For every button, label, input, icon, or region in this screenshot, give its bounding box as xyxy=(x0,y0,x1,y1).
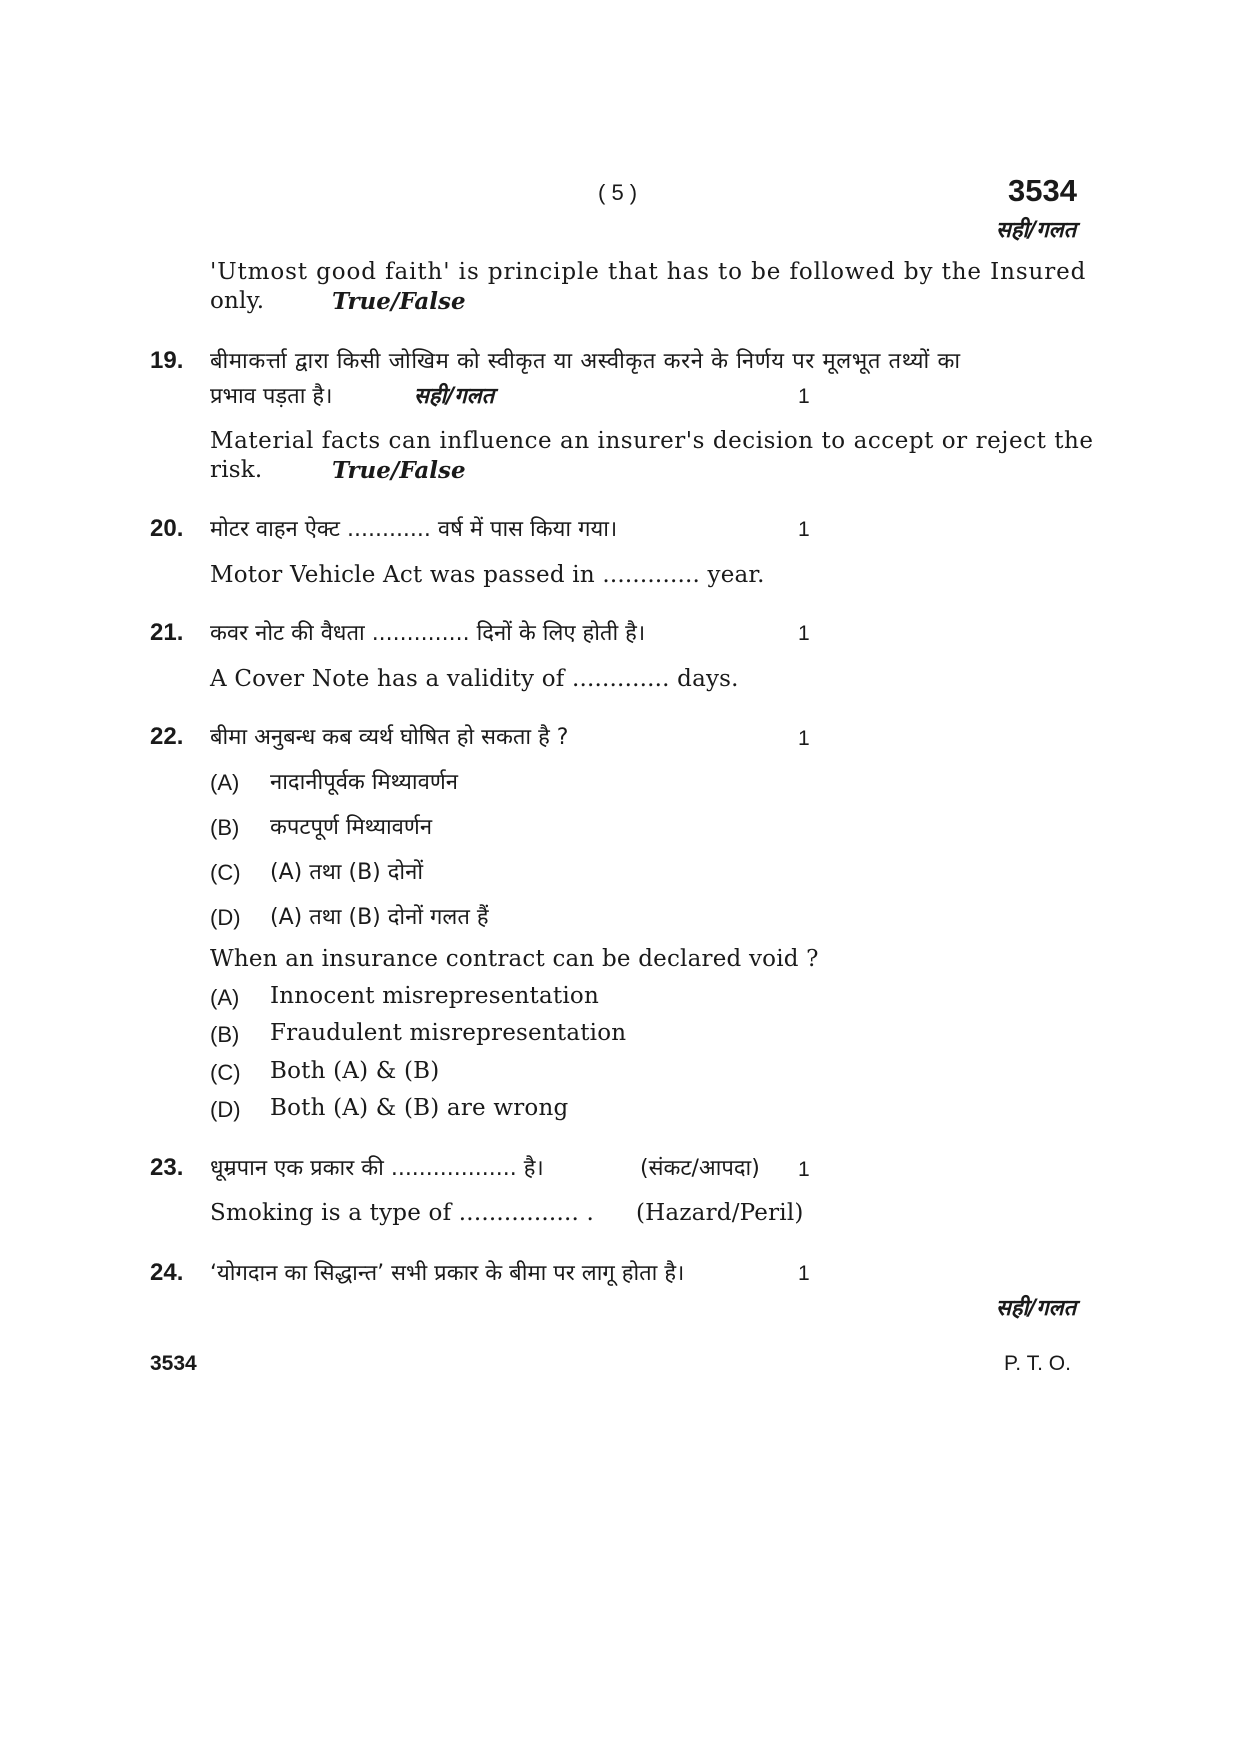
q24-marks: 1 xyxy=(798,1262,810,1285)
q22-english: When an insurance contract can be declared void ? xyxy=(210,946,819,972)
q18-english-line2: only. xyxy=(210,288,265,314)
q23-english: Smoking is a type of ................ . xyxy=(210,1200,594,1226)
q19-english-line1: Material facts can influence an insurer's decision to accept or reject the xyxy=(210,428,1094,454)
q22-english-option-a-label: (A) xyxy=(210,985,240,1010)
page-number: ( 5 ) xyxy=(598,180,638,205)
q24-hindi: ‘योगदान का सिद्धान्त’ सभी प्रकार के बीमा पर लागू होता है। xyxy=(210,1261,685,1286)
q22-hindi: बीमा अनुबन्ध कब व्यर्थ घोषित हो सकता है ? xyxy=(210,725,569,750)
q19-hindi-line2: प्रभाव पड़ता है। xyxy=(210,384,333,409)
q22-hindi-option-d: (A) तथा (B) दोनों गलत हैं xyxy=(270,905,489,930)
q19-english-line2: risk. xyxy=(210,457,263,483)
q22-english-option-c: Both (A) & (B) xyxy=(270,1058,440,1084)
q24-number: 24. xyxy=(150,1259,184,1286)
q22-english-option-d-label: (D) xyxy=(210,1097,241,1122)
q22-marks: 1 xyxy=(798,727,810,750)
q20-english: Motor Vehicle Act was passed in ............. year. xyxy=(210,562,765,588)
q19-true-false: True/False xyxy=(332,457,466,484)
q20-hindi: मोटर वाहन ऐक्ट ............ वर्ष में पास किया गया। xyxy=(210,517,618,542)
q23-hindi: धूम्रपान एक प्रकार की .................. है। xyxy=(210,1156,544,1181)
q19-sahi-galat: सही/गलत xyxy=(414,384,495,409)
q19-marks: 1 xyxy=(798,385,810,408)
q21-number: 21. xyxy=(150,619,184,646)
q22-english-option-d: Both (A) & (B) are wrong xyxy=(270,1095,569,1121)
q22-hindi-option-c: (A) तथा (B) दोनों xyxy=(270,860,424,885)
q23-english-choice: (Hazard/Peril) xyxy=(636,1200,804,1226)
q24-sahi-galat: सही/गलत xyxy=(996,1296,1077,1321)
sahi-galat-header: सही/गलत xyxy=(996,218,1077,243)
q23-hindi-choice: (संकट/आपदा) xyxy=(640,1156,760,1181)
q22-english-option-c-label: (C) xyxy=(210,1060,241,1085)
footer-pto: P. T. O. xyxy=(1004,1352,1071,1375)
q21-marks: 1 xyxy=(798,622,810,645)
paper-code: 3534 xyxy=(1008,173,1077,208)
q22-hindi-option-b: कपटपूर्ण मिथ्यावर्णन xyxy=(270,815,433,840)
q19-number: 19. xyxy=(150,347,184,374)
q23-number: 23. xyxy=(150,1154,184,1181)
q22-hindi-option-c-label: (C) xyxy=(210,860,241,885)
q22-number: 22. xyxy=(150,723,184,750)
q20-marks: 1 xyxy=(798,518,810,541)
q18-true-false: True/False xyxy=(332,288,466,315)
q22-english-option-a: Innocent misrepresentation xyxy=(270,983,599,1009)
q18-english-line1: 'Utmost good faith' is principle that has to be followed by the Insured xyxy=(210,259,1087,285)
q22-hindi-option-b-label: (B) xyxy=(210,815,240,840)
q22-english-option-b: Fraudulent misrepresentation xyxy=(270,1020,627,1046)
footer-paper-code: 3534 xyxy=(150,1352,197,1375)
q21-hindi: कवर नोट की वैधता .............. दिनों के लिए होती है। xyxy=(210,621,646,646)
q22-english-option-b-label: (B) xyxy=(210,1022,240,1047)
q22-hindi-option-d-label: (D) xyxy=(210,905,241,930)
q20-number: 20. xyxy=(150,515,184,542)
q22-hindi-option-a: नादानीपूर्वक मिथ्यावर्णन xyxy=(270,770,458,795)
q19-hindi-line1: बीमाकर्त्ता द्वारा किसी जोखिम को स्वीकृत या अस्वीकृत करने के निर्णय पर मूलभूत तथ्यों का xyxy=(210,349,961,374)
q21-english: A Cover Note has a validity of ............. days. xyxy=(210,666,739,692)
q22-hindi-option-a-label: (A) xyxy=(210,770,240,795)
q23-marks: 1 xyxy=(798,1158,810,1181)
